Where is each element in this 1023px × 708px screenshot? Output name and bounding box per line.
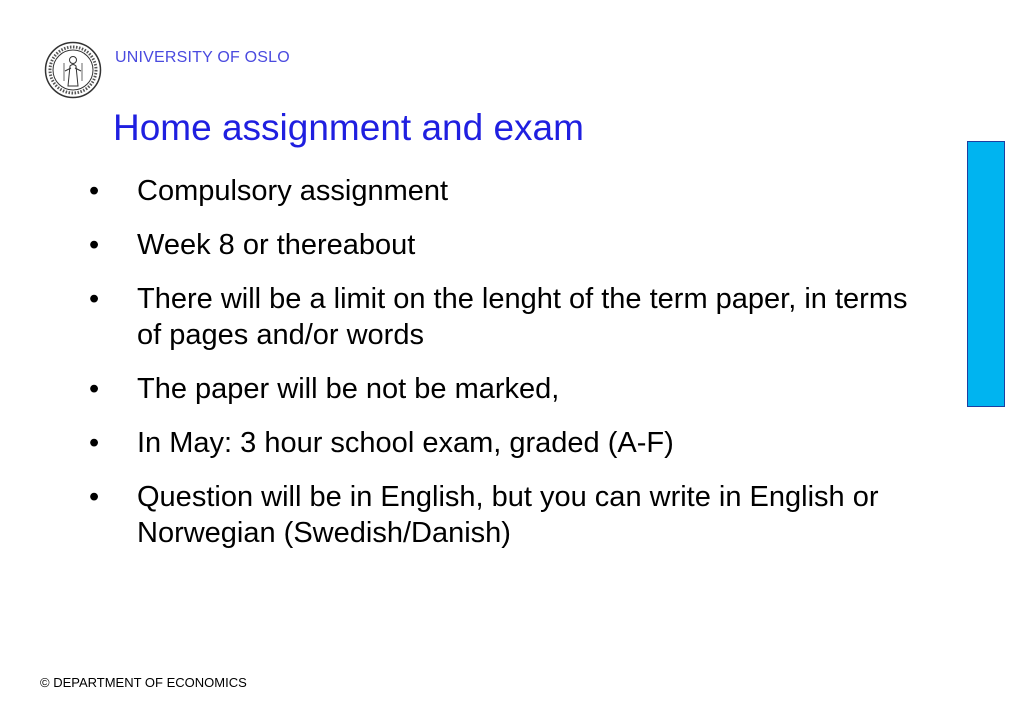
bullet-item: • Compulsory assignment <box>89 173 909 209</box>
bullet-list <box>89 173 909 569</box>
university-name: UNIVERSITY OF OSLO <box>115 49 290 66</box>
university-seal-icon <box>44 41 102 99</box>
bullet-item: • Week 8 or thereabout <box>89 227 909 263</box>
footer-copyright: © DEPARTMENT OF ECONOMICS <box>40 675 247 690</box>
bullet-item: • There will be a limit on the lenght of the term paper, in terms of pages and/or words <box>89 281 909 353</box>
slide-title: Home assignment and exam <box>113 107 584 148</box>
decorative-side-bar <box>967 141 1005 407</box>
bullet-item: • Question will be in English, but you can write in English or Norwegian (Swedish/Danish) <box>89 479 909 551</box>
bullet-item: • The paper will be not be marked, <box>89 371 909 407</box>
bullet-item: • In May: 3 hour school exam, graded (A-F) <box>89 425 909 461</box>
